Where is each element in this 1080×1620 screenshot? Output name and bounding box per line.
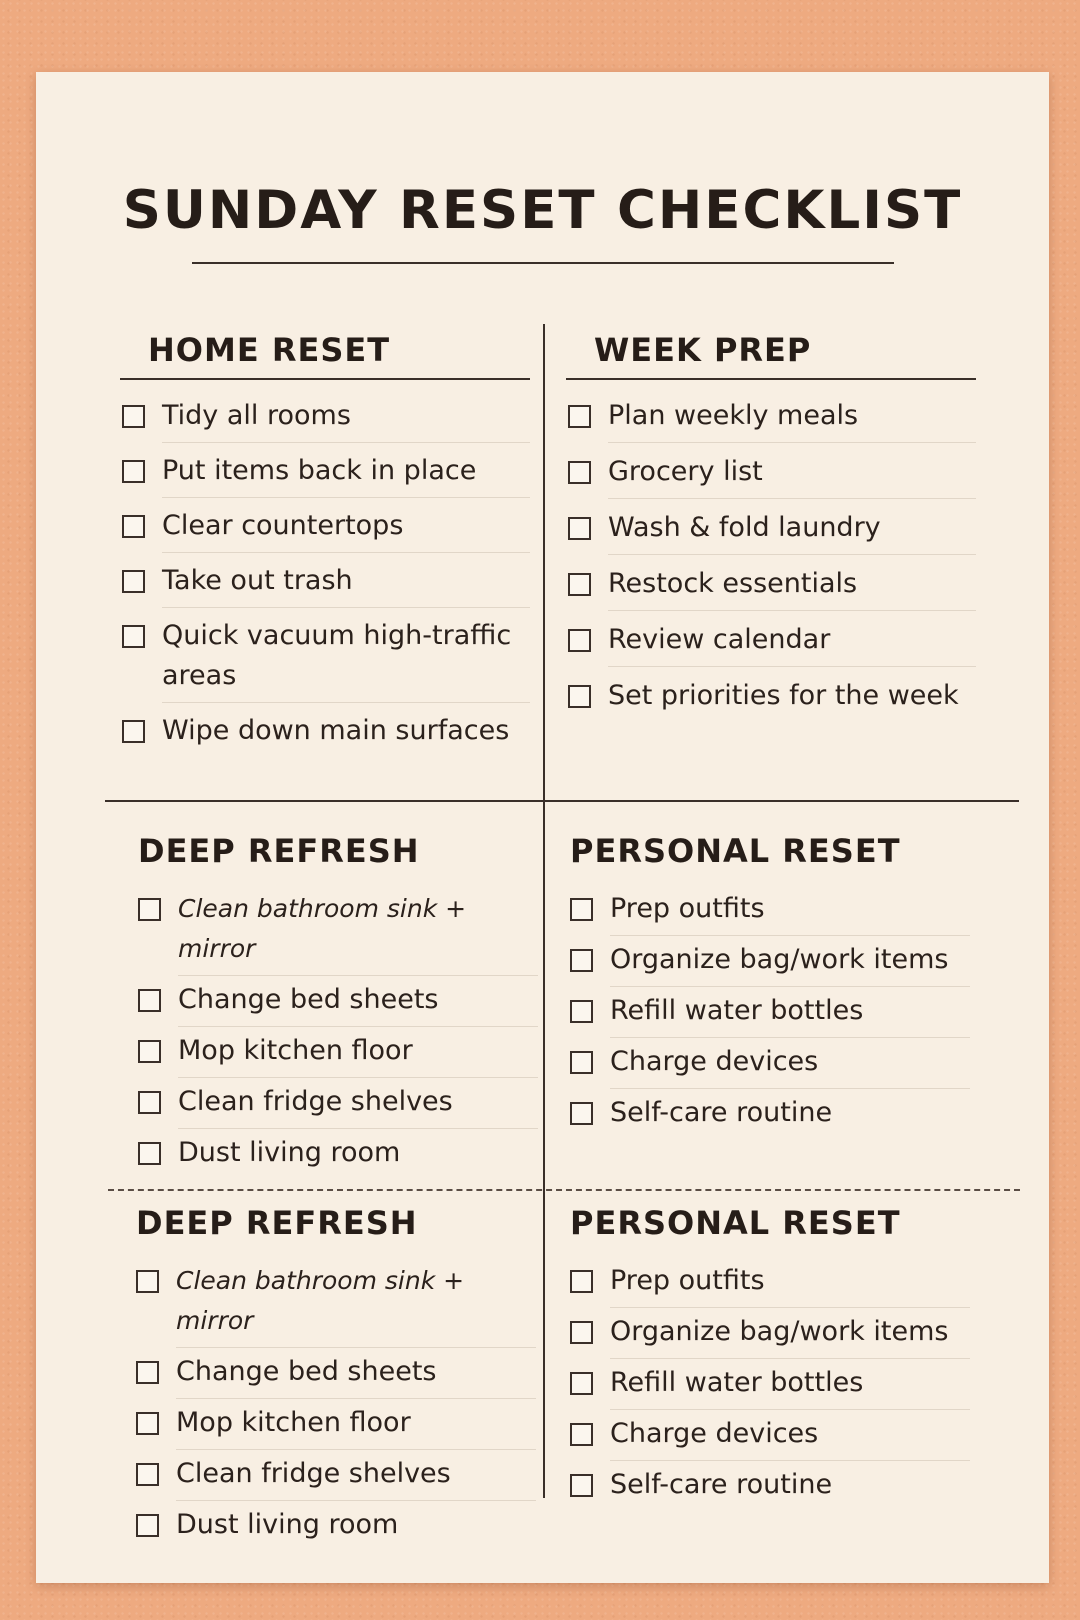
checklist-item[interactable] [568,452,976,499]
item-label: Tidy all rooms [162,396,530,443]
item-label: Mop kitchen floor [176,1403,536,1450]
checkbox[interactable] [138,1091,161,1114]
checklist-item[interactable] [138,1082,538,1129]
section-title: DEEP REFRESH [136,1204,418,1242]
checklist-item[interactable] [570,1093,970,1139]
checkbox[interactable] [122,405,145,428]
checklist-item[interactable] [138,1031,538,1078]
item-label: Self-care routine [610,1469,833,1500]
checklist-paper [36,72,1049,1583]
item-label: Set priorities for the week [608,680,959,711]
checkbox[interactable] [570,898,593,921]
checklist-item[interactable] [570,1042,970,1089]
item-label: Wash & fold laundry [608,508,976,555]
checklist-item[interactable] [136,1505,536,1551]
item-label: Refill water bottles [610,1363,970,1410]
checkbox[interactable] [136,1463,159,1486]
item-label: Change bed sheets [178,980,538,1027]
checkbox[interactable] [570,1000,593,1023]
section-week-prep [566,324,976,731]
checkbox[interactable] [122,720,145,743]
checklist-item[interactable] [570,889,970,936]
checkbox[interactable] [136,1514,159,1537]
checkbox[interactable] [568,461,591,484]
section-personal-reset [570,807,970,1143]
checkbox[interactable] [568,685,591,708]
page-title: SUNDAY RESET CHECKLIST [122,180,963,241]
checklist-item[interactable] [570,1363,970,1410]
item-label: Wipe down main surfaces [162,715,510,746]
item-label: Dust living room [178,1137,401,1168]
checklist-item[interactable] [122,561,530,608]
checklist [570,889,970,1139]
checklist-item[interactable] [138,889,538,976]
checkbox[interactable] [122,625,145,648]
title-underline [192,262,894,264]
vertical-divider [543,324,545,1498]
checklist [120,396,530,757]
checklist-item[interactable] [136,1352,536,1399]
checklist-item[interactable] [568,564,976,611]
checklist [566,396,976,722]
checkbox[interactable] [568,405,591,428]
checklist [136,1261,536,1551]
item-label: Refill water bottles [610,991,970,1038]
checkbox[interactable] [570,1321,593,1344]
checklist-item[interactable] [568,620,976,667]
item-label: Dust living room [176,1509,399,1540]
checkbox[interactable] [136,1270,159,1293]
section-title: DEEP REFRESH [138,832,420,870]
checkbox[interactable] [570,1051,593,1074]
checklist-item[interactable] [570,1414,970,1461]
checklist-item[interactable] [570,940,970,987]
item-label: Put items back in place [162,451,530,498]
checklist-item[interactable] [122,506,530,553]
checklist-item[interactable] [568,676,976,722]
item-label: Organize bag/work items [610,1312,970,1359]
item-label: Mop kitchen floor [178,1031,538,1078]
checkbox[interactable] [136,1412,159,1435]
checkbox[interactable] [570,949,593,972]
checklist-item[interactable] [122,396,530,443]
checklist-item[interactable] [136,1454,536,1501]
item-label: Take out trash [162,561,530,608]
item-label: Clear countertops [162,506,530,553]
item-label: Clean fridge shelves [176,1454,536,1501]
item-label: Grocery list [608,452,976,499]
checkbox[interactable] [570,1270,593,1293]
checkbox[interactable] [138,1040,161,1063]
checklist-item[interactable] [122,711,530,757]
item-label: Charge devices [610,1414,970,1461]
checkbox[interactable] [570,1423,593,1446]
checkbox[interactable] [122,515,145,538]
section-title: PERSONAL RESET [570,1204,901,1242]
checkbox[interactable] [136,1361,159,1384]
checklist-item[interactable] [136,1403,536,1450]
item-label: Clean fridge shelves [178,1082,538,1129]
checklist [138,889,538,1179]
section-home-reset [120,324,530,765]
item-label: Self-care routine [610,1097,833,1128]
section-title: PERSONAL RESET [570,832,901,870]
checklist-item[interactable] [122,451,530,498]
checklist-item[interactable] [570,1261,970,1308]
item-label: Plan weekly meals [608,396,976,443]
checklist-item[interactable] [570,991,970,1038]
checklist-item[interactable] [138,1133,538,1179]
checkbox[interactable] [568,517,591,540]
item-label: Organize bag/work items [610,940,970,987]
checkbox[interactable] [138,1142,161,1165]
item-label: Restock essentials [608,564,976,611]
checklist-item[interactable] [136,1261,536,1348]
checklist-item[interactable] [570,1465,970,1511]
item-label: Review calendar [608,620,976,667]
checklist-item[interactable] [122,616,530,703]
item-label: Clean bathroom sink + mirror [178,889,538,976]
checklist-item[interactable] [568,396,976,443]
checkbox[interactable] [570,1102,593,1125]
item-label: Quick vacuum high-traffic areas [162,616,530,703]
item-label: Prep outfits [610,889,970,936]
item-label: Prep outfits [610,1261,970,1308]
checkbox[interactable] [138,989,161,1012]
checklist-item[interactable] [570,1312,970,1359]
checklist-item[interactable] [568,508,976,555]
section-deep-refresh [136,1179,536,1555]
checkbox[interactable] [568,573,591,596]
checklist-item[interactable] [138,980,538,1027]
item-label: Change bed sheets [176,1352,536,1399]
section-deep-refresh [138,807,538,1183]
section-title: WEEK PREP [566,324,976,380]
section-personal-reset [570,1179,970,1515]
item-label: Clean bathroom sink + mirror [176,1261,536,1348]
checkbox[interactable] [122,460,145,483]
item-label: Charge devices [610,1042,970,1089]
checkbox[interactable] [138,898,161,921]
checkbox[interactable] [568,629,591,652]
section-title: HOME RESET [120,324,530,380]
checkbox[interactable] [570,1474,593,1497]
horizontal-divider [105,800,1019,802]
checkbox[interactable] [570,1372,593,1395]
checklist [570,1261,970,1511]
checkbox[interactable] [122,570,145,593]
